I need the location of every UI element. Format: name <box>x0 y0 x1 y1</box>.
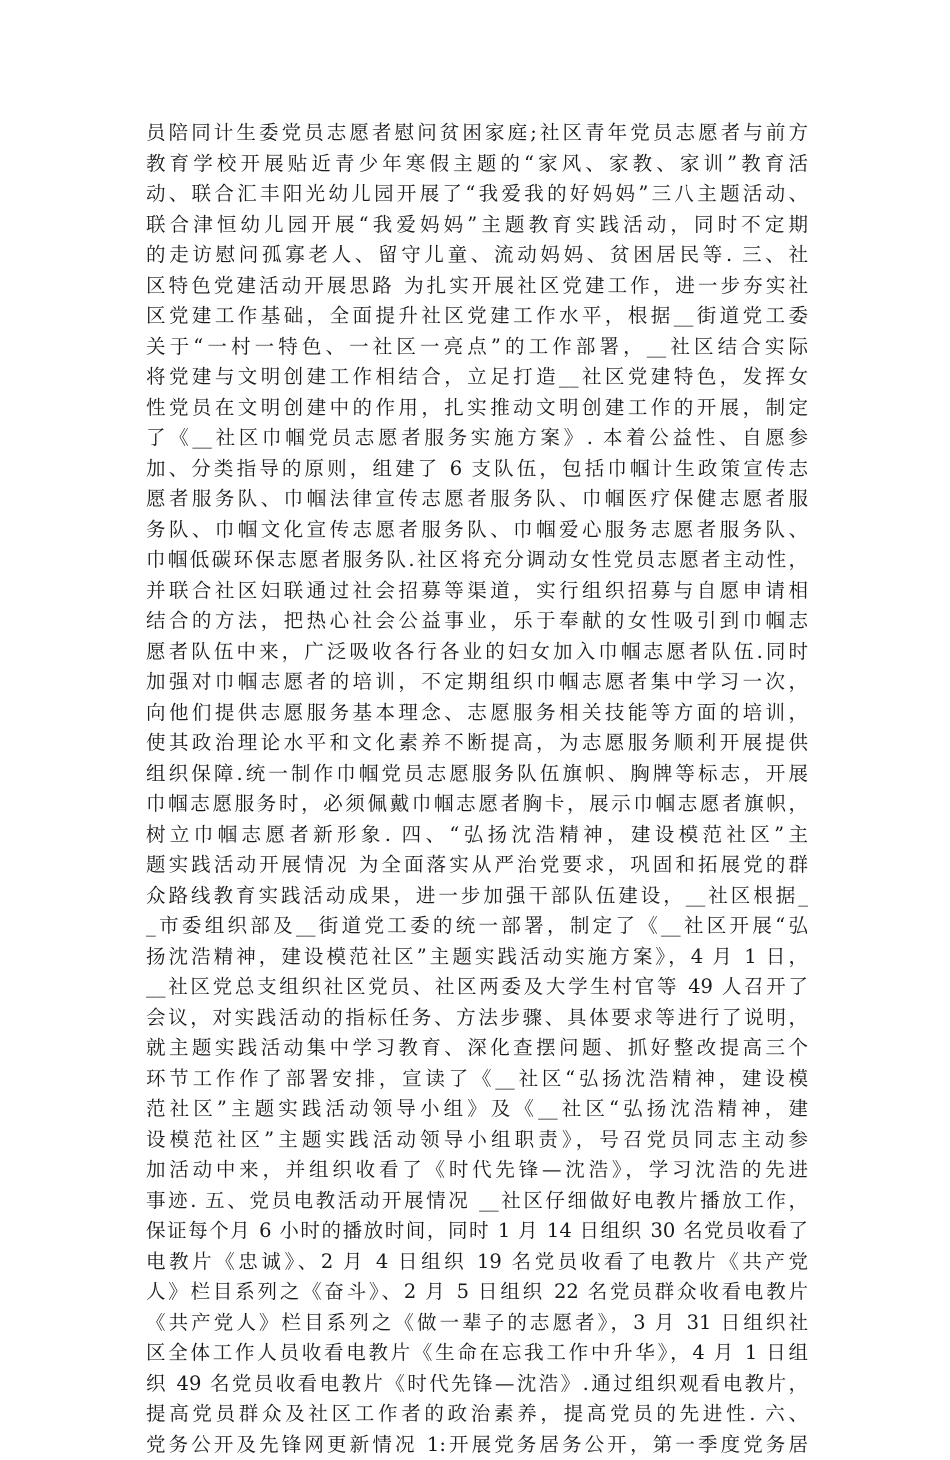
text-line: 巾帼志愿服务时，必须佩戴巾帼志愿者胸卡，展示巾帼志愿者旗帜， <box>146 789 808 820</box>
text-line: 扬沈浩精神，建设模范社区”主题实践活动实施方案》，4 月 1 日， <box>146 942 808 973</box>
text-line: 并联合社区妇联通过社会招募等渠道，实行组织招募与自愿申请相 <box>146 576 808 607</box>
text-line: 《共产党人》栏目系列之《做一辈子的志愿者》，3 月 31 日组织社 <box>146 1308 808 1339</box>
text-line: 提高党员群众及社区工作者的政治素养，提高党员的先进性. 六、 <box>146 1399 808 1430</box>
text-line: 教育学校开展贴近青少年寒假主题的“家风、家教、家训”教育活 <box>146 149 808 180</box>
text-line: 电教片《忠诚》、2 月 4 日组织 19 名党员收看了电教片《共产党 <box>146 1247 808 1278</box>
text-line: 树立巾帼志愿者新形象. 四、“弘扬沈浩精神，建设模范社区”主 <box>146 820 808 851</box>
text-line: 就主题实践活动集中学习教育、深化查摆问题、抓好整改提高三个 <box>146 1033 808 1064</box>
text-line: 愿者队伍中来，广泛吸收各行各业的妇女加入巾帼志愿者队伍.同时 <box>146 637 808 668</box>
text-line: 加活动中来，并组织收看了《时代先锋—沈浩》，学习沈浩的先进 <box>146 1155 808 1186</box>
text-line: 区党建工作基础，全面提升社区党建工作水平，根据__街道党工委 <box>146 301 808 332</box>
body-text <box>146 118 808 1460</box>
text-line: 党务公开及先锋网更新情况 1:开展党务居务公开，第一季度党务居 <box>146 1430 808 1460</box>
text-line: 使其政治理论水平和文化素养不断提高，为志愿服务顺利开展提供 <box>146 728 808 759</box>
text-line: 织 49 名党员收看电教片《时代先锋—沈浩》.通过组织观看电教片， <box>146 1369 808 1400</box>
text-line: 事迹. 五、党员电教活动开展情况 __社区仔细做好电教片播放工作， <box>146 1186 808 1217</box>
text-line: _市委组织部及__街道党工委的统一部署，制定了《__社区开展“弘 <box>146 911 808 942</box>
text-line: 加强对巾帼志愿者的培训，不定期组织巾帼志愿者集中学习一次， <box>146 667 808 698</box>
text-line: 保证每个月 6 小时的播放时间，同时 1 月 14 日组织 30 名党员收看了 <box>146 1216 808 1247</box>
text-line: 会议，对实践活动的指标任务、方法步骤、具体要求等进行了说明， <box>146 1003 808 1034</box>
text-line: 了《__社区巾帼党员志愿者服务实施方案》. 本着公益性、自愿参 <box>146 423 808 454</box>
text-line: 组织保障.统一制作巾帼党员志愿服务队伍旗帜、胸牌等标志，开展 <box>146 759 808 790</box>
text-line: 员陪同计生委党员志愿者慰问贫困家庭;社区青年党员志愿者与前方 <box>146 118 808 149</box>
text-line: 关于“一村一特色、一社区一亮点”的工作部署，__社区结合实际 <box>146 332 808 363</box>
text-line: 愿者服务队、巾帼法律宣传志愿者服务队、巾帼医疗保健志愿者服 <box>146 484 808 515</box>
text-line: 向他们提供志愿服务基本理念、志愿服务相关技能等方面的培训， <box>146 698 808 729</box>
text-line: 区全体工作人员收看电教片《生命在忘我工作中升华》，4 月 1 日组 <box>146 1338 808 1369</box>
text-line: 范社区”主题实践活动领导小组》及《__社区“弘扬沈浩精神，建 <box>146 1094 808 1125</box>
text-line: 将党建与文明创建工作相结合，立足打造__社区党建特色，发挥女 <box>146 362 808 393</box>
text-line: 环节工作作了部署安排，宣读了《__社区“弘扬沈浩精神，建设模 <box>146 1064 808 1095</box>
text-line: 设模范社区”主题实践活动领导小组职责》，号召党员同志主动参 <box>146 1125 808 1156</box>
text-line: 联合津恒幼儿园开展“我爱妈妈”主题教育实践活动，同时不定期 <box>146 210 808 241</box>
text-line: 加、分类指导的原则，组建了 6 支队伍，包括巾帼计生政策宣传志 <box>146 454 808 485</box>
text-line: __社区党总支组织社区党员、社区两委及大学生村官等 49 人召开了 <box>146 972 808 1003</box>
text-line: 结合的方法，把热心社会公益事业，乐于奉献的女性吸引到巾帼志 <box>146 606 808 637</box>
text-line: 巾帼低碳环保志愿者服务队.社区将充分调动女性党员志愿者主动性， <box>146 545 808 576</box>
text-line: 务队、巾帼文化宣传志愿者服务队、巾帼爱心服务志愿者服务队、 <box>146 515 808 546</box>
text-line: 人》栏目系列之《奋斗》、2 月 5 日组织 22 名党员群众收看电教片 <box>146 1277 808 1308</box>
text-line: 性党员在文明创建中的作用，扎实推动文明创建工作的开展，制定 <box>146 393 808 424</box>
text-line: 区特色党建活动开展思路 为扎实开展社区党建工作，进一步夯实社 <box>146 271 808 302</box>
text-line: 的走访慰问孤寡老人、留守儿童、流动妈妈、贫困居民等. 三、社 <box>146 240 808 271</box>
text-line: 动、联合汇丰阳光幼儿园开展了“我爱我的好妈妈”三八主题活动、 <box>146 179 808 210</box>
text-line: 题实践活动开展情况 为全面落实从严治党要求，巩固和拓展党的群 <box>146 850 808 881</box>
text-line: 众路线教育实践活动成果，进一步加强干部队伍建设，__社区根据_ <box>146 881 808 912</box>
